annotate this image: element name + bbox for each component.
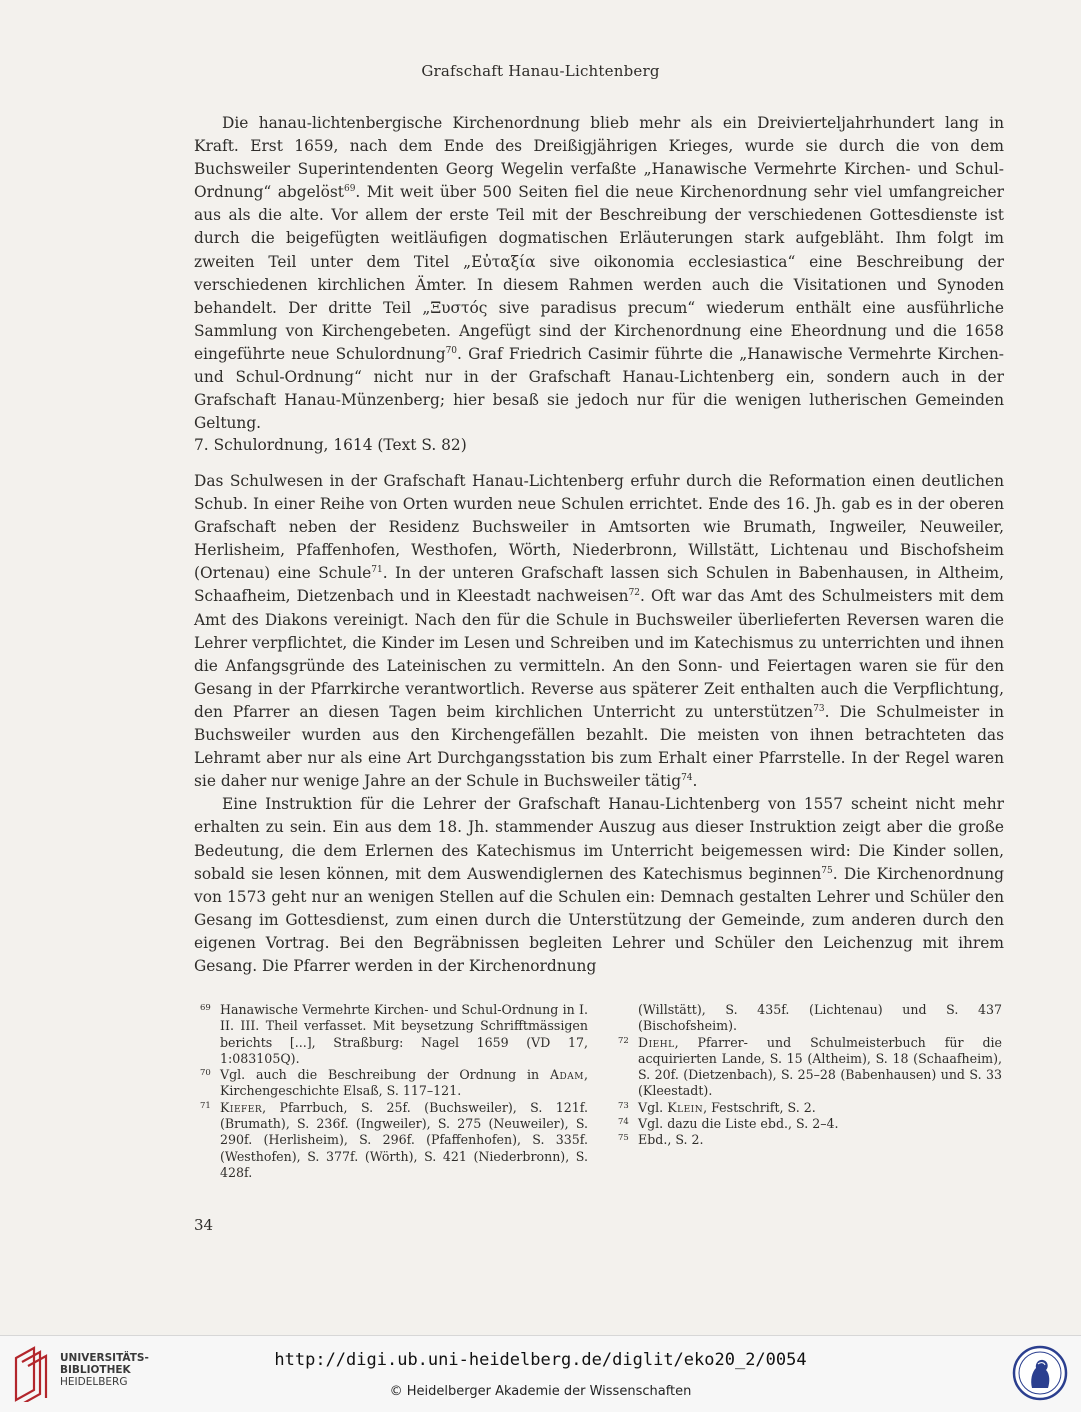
section-1-body	[194, 112, 1004, 435]
footnote-ref[interactable]: 71	[371, 565, 383, 576]
footnote-text: Diehl, Pfarrer- und Schulmeisterbuch für die acquirierten Lande, S. 15 (Altheim), S. 18 (Schaafheim), S. 20f. (Dietzenbach), S. 25–28 (Babenhausen) und S. 33 (Kleestadt).	[638, 1034, 1002, 1099]
academy-seal-icon[interactable]	[1012, 1344, 1068, 1402]
section-2-body	[194, 470, 1004, 978]
paragraph: Das Schulwesen in der Grafschaft Hanau-Lichtenberg erfuhr durch die Reformation einen deutlichen Schub. In einer Reihe von Orten wurden neue Schulen errichtet. Ende des 16. Jh. gab es in der oberen Grafschaft neben der Residenz Buchsweiler in Amtsorten wie Brumath, Ingweiler, Neuweiler, Herlisheim, Pfaffenhofen, Westhofen, Wörth, Niederbronn, Willstätt, Lichtenau und Bischofsheim (Ortenau) eine Schule$^{71}$. In der unteren Grafschaft lassen sich Schulen in Babenhausen, in Altheim, Schaafheim, Dietzenbach und in Kleestadt nachweisen$^{72}$. Oft war das Amt des Schulmeisters mit dem Amt des Diakons vereinigt. Nach den für die Schule in Buchsweiler überlieferten Reversen waren die Lehrer verpflichtet, die Kinder im Lesen und Schreiben und im Katechismus zu unterrichten und ihnen die Anfangsgründe des Lateinischen zu vermitteln. An den Sonn- und Feiertagen waren sie für den Gesang in der Pfarrkirche verantwortlich. Reverse aus späterer Zeit enthalten auch die Verpflichtung, den Pfarrer an diesen Tagen beim kirchlichen Unterricht zu unterstützen$^{73}$. Die Schulmeister in Buchsweiler wurden aus den Kirchengefällen bezahlt. Die meisten von ihnen betrachteten das Lehramt aber nur als eine Art Durchgangsstation bis zum Erhalt einer Pfarrstelle. In der Regel waren sie daher nur wenige Jahre an der Schule in Buchsweiler tätig$^{74}$.	[194, 472, 1005, 791]
footnotes-right-column	[618, 1002, 1002, 1149]
footnote-69	[200, 1002, 588, 1067]
footnote-number: 70	[200, 1068, 211, 1079]
footnote-70	[200, 1067, 588, 1100]
author-name: Kiefer	[220, 1099, 263, 1115]
author-name: Adam	[549, 1067, 584, 1083]
footnote-ref[interactable]: 75	[821, 865, 833, 876]
author-name: Klein	[667, 1099, 704, 1115]
footnote-text: Hanawische Vermehrte Kirchen- und Schul-Ordnung in I. II. III. Theil verfasset. Mit beysetzung Schrifftmässigen berichts [...], Straßburg: Nagel 1659 (VD 17, 1:083105Q).	[220, 1002, 588, 1066]
footnote-74	[618, 1116, 1002, 1132]
footnote-ref[interactable]: 72	[628, 588, 641, 599]
footnote-number: 71	[200, 1100, 211, 1111]
footnote-text: Vgl. auch die Beschreibung der Ordnung in Adam, Kirchengeschichte Elsaß, S. 117–121.	[220, 1067, 588, 1099]
footnote-text: Ebd., S. 2.	[638, 1132, 704, 1148]
footnote-ref[interactable]: 73	[813, 703, 825, 714]
footnote-75	[618, 1132, 1002, 1148]
footnote-71-continued	[618, 1002, 1002, 1035]
footnote-ref[interactable]: 70	[445, 345, 458, 356]
section-heading: 7. Schulordnung, 1614 (Text S. 82)	[194, 436, 467, 454]
footnote-text: Vgl. Klein, Festschrift, S. 2.	[638, 1099, 816, 1115]
footnote-71	[200, 1100, 588, 1181]
viewer-footer	[0, 1335, 1081, 1412]
footnote-number: 72	[618, 1035, 629, 1046]
footnote-number: 69	[200, 1003, 211, 1013]
footnote-text: (Willstätt), S. 435f. (Lichtenau) und S. 437 (Bischofsheim).	[638, 1002, 1002, 1034]
library-name: UNIVERSITÄTS- BIBLIOTHEK HEIDELBERG	[60, 1352, 149, 1388]
footnote-number: 74	[618, 1117, 629, 1128]
footnote-number: 75	[618, 1133, 629, 1144]
paragraph: Eine Instruktion für die Lehrer der Grafschaft Hanau-Lichtenberg von 1557 scheint nicht mehr erhalten zu sein. Ein aus dem 18. Jh. stammender Auszug aus dieser Instruktion zeigt aber die große Bedeutung, die dem Erlernen des Katechismus im Unterricht beigemessen wird: Die Kinder sollen, sobald sie lesen können, mit dem Auswendiglernen des Katechismus beginnen$^{75}$. Die Kirchenordnung von 1573 geht nur an wenigen Stellen auf die Schulen ein: Demnach gestalten Lehrer und Schüler den Gesang im Gottesdienst, zum einen durch die Unterstützung der Gemeinde, zum anderen durch den eigenen Vortrag. Bei den Begräbnissen begleiten Lehrer und Schüler den Leichenzug mit ihrem Gesang. Die Pfarrer werden in der Kirchenordnung	[194, 795, 1004, 975]
footnote-72	[618, 1035, 1002, 1100]
author-name: Diehl	[638, 1034, 675, 1050]
footnote-number: 73	[618, 1100, 629, 1111]
copyright-notice: © Heidelberger Akademie der Wissenschaften	[389, 1384, 692, 1399]
paragraph: Die hanau-lichtenbergische Kirchenordnung blieb mehr als ein Dreivierteljahrhundert lang in Kraft. Erst 1659, nach dem Ende des Dreißigjährigen Krieges, wurde sie durch die von dem Buchsweiler Superintendenten Georg Wegelin verfaßte „Hanawische Vermehrte Kirchen- und Schul-Ordnung“ abgelöst$^{69}$. Mit weit über 500 Seiten fiel die neue Kirchenordnung sehr viel umfangreicher aus als die alte. Vor allem der erste Teil mit der Beschreibung der verschiedenen Gottesdienste ist durch die beigefügten weitläufigen dogmatischen Erläuterungen stark aufgebläht. Ihm folgt im zweiten Teil unter dem Titel „Εὐταξία sive oikonomia ecclesiastica“ eine Beschreibung der verschiedenen kirchlichen Ämter. In diesem Rahmen werden auch die Visitationen und Synoden behandelt. Der dritte Teil „Ξυστός sive paradisus precum“ wiederum enthält eine ausführliche Sammlung von Kirchengebeten. Angefügt sind der Kirchenordnung eine Eheordnung und die 1658 eingeführte neue Schulordnung$^{70}$. Graf Friedrich Casimir führte die „Hanawische Vermehrte Kirchen- und Schul-Ordnung“ nicht nur in der Grafschaft Hanau-Lichtenberg ein, sondern auch in der Grafschaft Hanau-Münzenberg; hier besaß sie jedoch nur für die wenigen lutherischen Gemeinden Geltung.	[194, 114, 1004, 433]
page-number: 34	[194, 1216, 214, 1234]
footnote-text: Vgl. dazu die Liste ebd., S. 2–4.	[638, 1116, 839, 1132]
footnote-ref[interactable]: 69	[343, 184, 356, 195]
footnote-text: Kiefer, Pfarrbuch, S. 25f. (Buchsweiler), S. 121f. (Brumath), S. 236f. (Ingweiler), S. 275 (Neuweiler), S. 290f. (Herlisheim), S. 296f. (Pfaffenhofen), S. 335f. (Westhofen), S. 377f. (Wörth), S. 421 (Niederbronn), S. 428f.	[220, 1099, 588, 1180]
footnote-73	[618, 1100, 1002, 1116]
permalink-url[interactable]: http://digi.ub.uni-heidelberg.de/diglit/eko20_2/0054	[274, 1350, 807, 1370]
footnote-ref[interactable]: 74	[681, 773, 693, 784]
footnotes-left-column	[200, 1002, 588, 1181]
running-header: Grafschaft Hanau-Lichtenberg	[421, 62, 660, 80]
